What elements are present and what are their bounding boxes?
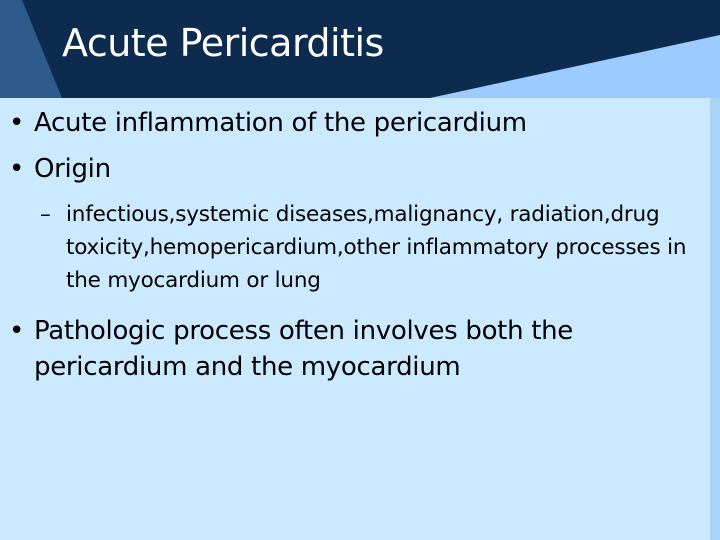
bullet-list [0,100,700,385]
bullet-text: Origin [34,154,111,184]
sub-bullet-marker: – [40,202,51,227]
sub-bullet-item [0,198,700,297]
bullet-text: Acute inflammation of the pericardium [34,108,527,138]
slide-title: Acute Pericarditis [62,21,384,65]
bullet-item [0,313,700,385]
bullet-item [0,100,700,146]
right-edge-stripe [710,98,720,540]
bullet-marker: • [9,154,25,184]
bullet-marker: • [9,108,25,138]
bullet-item [0,146,700,192]
sub-bullet-text: infectious,systemic diseases,malignancy, radiation,drug toxicity,hemopericardium,other inflammatory processes in the myocardium or lung [66,202,687,293]
bullet-marker: • [9,316,25,346]
bullet-text: Pathologic process often involves both the pericardium and the myocardium [34,316,573,382]
